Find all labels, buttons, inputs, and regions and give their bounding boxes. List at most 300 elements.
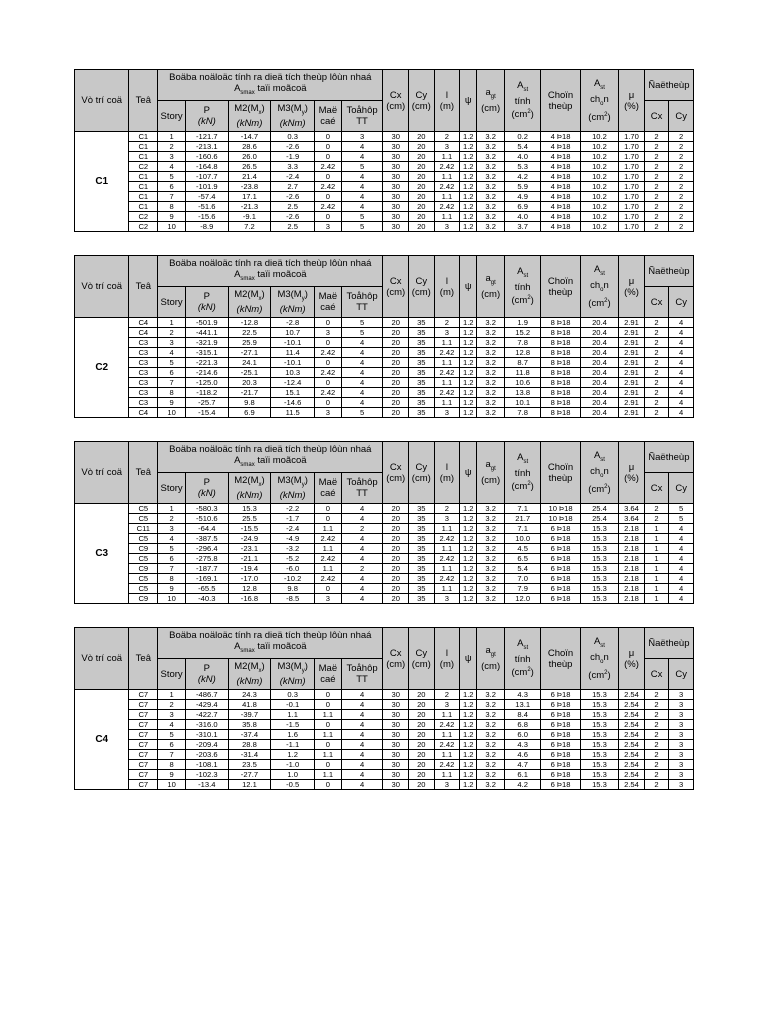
- table-cell: 7.0: [505, 574, 541, 584]
- table-cell: 15.3: [580, 720, 618, 730]
- table-cell: 1.1: [315, 544, 342, 554]
- table-cell: 2: [644, 328, 669, 338]
- header-p: P (kN): [185, 287, 228, 318]
- table-cell: 1: [644, 594, 669, 604]
- table-cell: 1.2: [460, 720, 477, 730]
- position-cell: C2: [75, 318, 129, 418]
- table-cell: 15.3: [580, 544, 618, 554]
- table-cell: -15.5: [228, 524, 271, 534]
- header-layout-cx: Cx: [644, 101, 669, 132]
- table-cell: 6 Þ18: [541, 750, 580, 760]
- table-cell: 1.1: [434, 152, 460, 162]
- header-psi: ψ: [460, 256, 477, 318]
- header-story: Story: [158, 659, 186, 690]
- table-cell: 0: [315, 760, 342, 770]
- table-cell: 2.54: [619, 720, 645, 730]
- table-cell: 1.2: [460, 328, 477, 338]
- table-cell: 2.91: [619, 388, 645, 398]
- table-cell: 0: [315, 338, 342, 348]
- table-cell: 1.2: [460, 398, 477, 408]
- table-cell: 30: [383, 202, 409, 212]
- table-cell: 4: [669, 594, 694, 604]
- table-cell: 11.5: [271, 408, 315, 418]
- table-cell: 35: [409, 544, 435, 554]
- table-cell: 4.9: [505, 192, 541, 202]
- table-cell: 20: [383, 328, 409, 338]
- table-cell: 2.42: [434, 162, 460, 172]
- table-cell: 4: [341, 358, 383, 368]
- table-cell: 41.8: [228, 700, 271, 710]
- table-cell: 1.1: [315, 730, 342, 740]
- table-cell: C3: [129, 358, 158, 368]
- header-layout-cy: Cy: [669, 473, 694, 504]
- header-cx: Cx (cm): [383, 70, 409, 132]
- table-cell: 8 Þ18: [541, 388, 580, 398]
- table-cell: 20: [383, 574, 409, 584]
- table-cell: -101.9: [185, 182, 228, 192]
- table-cell: 10.2: [580, 172, 618, 182]
- table-cell: 7: [158, 564, 186, 574]
- table-cell: 3: [158, 152, 186, 162]
- table-cell: 4: [341, 700, 383, 710]
- table-cell: 2: [644, 700, 669, 710]
- header-layout-cx: Cx: [644, 473, 669, 504]
- table-cell: 2: [644, 202, 669, 212]
- table-cell: 20.4: [580, 388, 618, 398]
- table-cell: 4: [341, 172, 383, 182]
- table-cell: 1.1: [315, 750, 342, 760]
- table-cell: C7: [129, 750, 158, 760]
- table-cell: C7: [129, 730, 158, 740]
- table-cell: 2: [644, 770, 669, 780]
- table-cell: 8: [158, 760, 186, 770]
- table-cell: -2.2: [271, 504, 315, 514]
- table-cell: 2.42: [315, 182, 342, 192]
- header-as-chosen: $A_{st}$ $ch_on$ $(cm^2)$: [580, 256, 618, 318]
- table-cell: 3.64: [619, 504, 645, 514]
- table-cell: 6.9: [228, 408, 271, 418]
- table-cell: 2: [434, 132, 460, 142]
- table-cell: 0: [315, 132, 342, 142]
- table-cell: 30: [383, 152, 409, 162]
- table-row: [75, 162, 694, 172]
- header-l: l (m): [434, 442, 460, 504]
- table-cell: 35: [409, 348, 435, 358]
- table-cell: 8: [158, 574, 186, 584]
- header-cx: Cx (cm): [383, 628, 409, 690]
- table-cell: 1.2: [460, 544, 477, 554]
- table-row: [75, 554, 694, 564]
- table-cell: 1.70: [619, 222, 645, 232]
- table-cell: 12.1: [228, 780, 271, 790]
- table-cell: 3.2: [477, 740, 505, 750]
- table-cell: 1.1: [434, 710, 460, 720]
- table-cell: 10: [158, 780, 186, 790]
- table-cell: 4 Þ18: [541, 142, 580, 152]
- table-cell: 3: [434, 222, 460, 232]
- table-cell: 10.2: [580, 202, 618, 212]
- table-cell: 20.4: [580, 378, 618, 388]
- table-cell: 1.2: [460, 348, 477, 358]
- table-cell: 20: [409, 740, 435, 750]
- table-cell: 2.18: [619, 524, 645, 534]
- table-cell: 0: [315, 172, 342, 182]
- table-cell: 4: [341, 348, 383, 358]
- table-cell: 1.1: [315, 564, 342, 574]
- table-cell: -21.1: [228, 554, 271, 564]
- table-cell: 4 Þ18: [541, 182, 580, 192]
- table-cell: 20: [409, 700, 435, 710]
- table-cell: C7: [129, 740, 158, 750]
- table-cell: 4: [669, 564, 694, 574]
- table-row: [75, 202, 694, 212]
- table-cell: 4: [341, 554, 383, 564]
- table-cell: 2.42: [315, 202, 342, 212]
- table-cell: 4: [341, 182, 383, 192]
- header-p: P (kN): [185, 101, 228, 132]
- table-cell: 30: [383, 750, 409, 760]
- table-cell: 1.2: [460, 368, 477, 378]
- table-cell: 1.2: [460, 504, 477, 514]
- header-cy: Cy (cm): [409, 70, 435, 132]
- header-layout: Ñaëtheùp: [644, 70, 693, 101]
- table-cell: 7: [158, 750, 186, 760]
- table-cell: 0: [315, 398, 342, 408]
- table-cell: 2: [644, 338, 669, 348]
- table-cell: 6 Þ18: [541, 700, 580, 710]
- table-cell: 24.3: [228, 690, 271, 700]
- table-cell: -1.1: [271, 740, 315, 750]
- table-row: [75, 182, 694, 192]
- table-cell: 2: [644, 212, 669, 222]
- table-cell: 2.91: [619, 358, 645, 368]
- table-cell: 3: [669, 730, 694, 740]
- header-cy: Cy (cm): [409, 442, 435, 504]
- table-cell: 3: [669, 690, 694, 700]
- table-cell: 2: [669, 202, 694, 212]
- table-cell: 5: [158, 544, 186, 554]
- table-cell: 4: [341, 544, 383, 554]
- table-cell: 15.3: [580, 730, 618, 740]
- table-cell: 1: [644, 534, 669, 544]
- header-cx: Cx (cm): [383, 256, 409, 318]
- table-cell: C1: [129, 152, 158, 162]
- table-cell: 30: [383, 740, 409, 750]
- table-cell: 1.1: [434, 524, 460, 534]
- table-cell: 7.8: [505, 408, 541, 418]
- table-cell: 15.3: [580, 700, 618, 710]
- table-row: [75, 700, 694, 710]
- table-cell: 30: [383, 222, 409, 232]
- table-cell: 30: [383, 760, 409, 770]
- table-cell: 4.3: [505, 740, 541, 750]
- table-cell: -2.4: [271, 172, 315, 182]
- table-cell: 1.70: [619, 172, 645, 182]
- header-choice: Choïn theùp: [541, 628, 580, 690]
- table-cell: 2.18: [619, 594, 645, 604]
- table-row: [75, 318, 694, 328]
- table-cell: 4: [341, 710, 383, 720]
- table-cell: 3: [315, 328, 342, 338]
- table-cell: 3: [669, 740, 694, 750]
- table-cell: 13.8: [505, 388, 541, 398]
- table-cell: 15.3: [580, 594, 618, 604]
- table-cell: 20: [383, 348, 409, 358]
- header-choice: Choïn theùp: [541, 70, 580, 132]
- table-cell: -316.0: [185, 720, 228, 730]
- table-cell: 4.2: [505, 780, 541, 790]
- header-layout-cx: Cx: [644, 659, 669, 690]
- table-cell: 20: [383, 388, 409, 398]
- header-a: $a_{gt}$ (cm): [477, 256, 505, 318]
- table-cell: 26.5: [228, 162, 271, 172]
- table-cell: 4: [669, 378, 694, 388]
- table-cell: 6 Þ18: [541, 690, 580, 700]
- header-cy: Cy (cm): [409, 628, 435, 690]
- table-cell: 2.42: [434, 182, 460, 192]
- table-cell: 1: [644, 574, 669, 584]
- table-cell: 4: [341, 202, 383, 212]
- table-cell: C3: [129, 348, 158, 358]
- table-cell: 2: [644, 780, 669, 790]
- table-cell: 1.2: [460, 192, 477, 202]
- table-cell: 2.91: [619, 318, 645, 328]
- table-cell: 20: [409, 132, 435, 142]
- table-cell: C5: [129, 504, 158, 514]
- table-cell: -16.8: [228, 594, 271, 604]
- header-m3: $M3(M_y)$ (kNm): [271, 287, 315, 318]
- table-cell: 15.3: [580, 524, 618, 534]
- table-body: [75, 504, 694, 604]
- table-cell: 2.18: [619, 574, 645, 584]
- table-cell: 20.4: [580, 398, 618, 408]
- table-cell: 15.1: [271, 388, 315, 398]
- table-cell: C7: [129, 710, 158, 720]
- table-cell: C3: [129, 398, 158, 408]
- table-cell: 1.70: [619, 182, 645, 192]
- table-cell: 1.2: [460, 182, 477, 192]
- table-cell: 1.1: [434, 730, 460, 740]
- table-cell: 2.54: [619, 690, 645, 700]
- table-cell: 20: [409, 750, 435, 760]
- table-cell: -13.4: [185, 780, 228, 790]
- table-cell: 2.42: [434, 574, 460, 584]
- table-cell: -15.6: [185, 212, 228, 222]
- table-cell: 2.42: [434, 554, 460, 564]
- table-cell: 3.2: [477, 750, 505, 760]
- table-cell: 1.6: [271, 730, 315, 740]
- table-cell: 2.91: [619, 328, 645, 338]
- header-floor: Maë caé: [315, 473, 342, 504]
- table-cell: 2.91: [619, 348, 645, 358]
- table-cell: 1.1: [434, 192, 460, 202]
- table-cell: 11.8: [505, 368, 541, 378]
- table-cell: 20: [409, 192, 435, 202]
- table-cell: 9: [158, 770, 186, 780]
- table-cell: 1.2: [460, 740, 477, 750]
- table-cell: -1.5: [271, 720, 315, 730]
- table-cell: 4: [341, 574, 383, 584]
- table-cell: 2: [341, 524, 383, 534]
- table-row: [75, 358, 694, 368]
- table-cell: C11: [129, 524, 158, 534]
- table-cell: 20: [383, 368, 409, 378]
- table-cell: 5: [158, 730, 186, 740]
- table-cell: 1.1: [434, 358, 460, 368]
- table-cell: 2.54: [619, 740, 645, 750]
- table-cell: 6 Þ18: [541, 740, 580, 750]
- table-cell: C5: [129, 574, 158, 584]
- table-cell: 6 Þ18: [541, 534, 580, 544]
- table-cell: 1.2: [460, 142, 477, 152]
- table-cell: 2: [644, 348, 669, 358]
- table-cell: 2: [669, 172, 694, 182]
- header-layout-cy: Cy: [669, 287, 694, 318]
- table-cell: C1: [129, 192, 158, 202]
- table-cell: 3: [669, 780, 694, 790]
- header-as-calc: $A_{st}$ tính $(cm^2)$: [505, 628, 541, 690]
- table-cell: -164.8: [185, 162, 228, 172]
- header-floor: Maë caé: [315, 287, 342, 318]
- table-cell: 3.2: [477, 172, 505, 182]
- table-cell: 21.7: [505, 514, 541, 524]
- table-cell: 5: [341, 212, 383, 222]
- table-cell: 1.2: [460, 534, 477, 544]
- table-cell: 30: [383, 690, 409, 700]
- table-row: [75, 368, 694, 378]
- header-choice: Choïn theùp: [541, 256, 580, 318]
- table-cell: 2: [644, 172, 669, 182]
- table-cell: 4 Þ18: [541, 172, 580, 182]
- table-cell: 20: [383, 398, 409, 408]
- table-cell: -10.1: [271, 358, 315, 368]
- table-cell: 1.1: [434, 338, 460, 348]
- table-row: [75, 328, 694, 338]
- header-as-chosen: $A_{st}$ $ch_on$ $(cm^2)$: [580, 442, 618, 504]
- table-cell: 35: [409, 338, 435, 348]
- table-cell: 8 Þ18: [541, 378, 580, 388]
- table-cell: 30: [383, 172, 409, 182]
- table-cell: -387.5: [185, 534, 228, 544]
- table-cell: 10.2: [580, 192, 618, 202]
- table-cell: 2: [644, 398, 669, 408]
- table-row: [75, 534, 694, 544]
- table-cell: 1: [644, 584, 669, 594]
- table-row: [75, 142, 694, 152]
- rebar-table: [74, 627, 694, 790]
- table-cell: 4.6: [505, 750, 541, 760]
- table-cell: 35: [409, 378, 435, 388]
- table-cell: 2.91: [619, 338, 645, 348]
- table-cell: 2: [644, 750, 669, 760]
- table-cell: 1.70: [619, 162, 645, 172]
- table-cell: -27.7: [228, 770, 271, 780]
- header-as-calc: $A_{st}$ tính $(cm^2)$: [505, 442, 541, 504]
- table-cell: 2: [434, 318, 460, 328]
- table-cell: 7.1: [505, 504, 541, 514]
- column-table-3: [74, 627, 694, 790]
- table-cell: 3.2: [477, 720, 505, 730]
- table-cell: -221.3: [185, 358, 228, 368]
- table-row: [75, 770, 694, 780]
- table-cell: -107.7: [185, 172, 228, 182]
- table-cell: 4: [158, 162, 186, 172]
- table-cell: 35: [409, 318, 435, 328]
- table-cell: 3.2: [477, 368, 505, 378]
- table-cell: 3.2: [477, 730, 505, 740]
- table-cell: 20: [383, 514, 409, 524]
- table-cell: 10.2: [580, 182, 618, 192]
- table-cell: 5: [669, 514, 694, 524]
- table-cell: 3.2: [477, 690, 505, 700]
- table-cell: 4: [669, 318, 694, 328]
- table-row: [75, 564, 694, 574]
- table-cell: -214.6: [185, 368, 228, 378]
- table-cell: 2.54: [619, 760, 645, 770]
- header-layout-cx: Cx: [644, 287, 669, 318]
- table-cell: 4: [341, 378, 383, 388]
- table-cell: 4: [669, 338, 694, 348]
- table-cell: -12.8: [228, 318, 271, 328]
- table-cell: 4: [669, 554, 694, 564]
- table-cell: 2.42: [434, 368, 460, 378]
- table-cell: 22.5: [228, 328, 271, 338]
- table-cell: 0.2: [505, 132, 541, 142]
- table-cell: 2.5: [271, 202, 315, 212]
- table-cell: 2.42: [315, 388, 342, 398]
- table-row: [75, 192, 694, 202]
- table-cell: 0: [315, 504, 342, 514]
- table-cell: 12.0: [505, 594, 541, 604]
- table-cell: C2: [129, 162, 158, 172]
- header-psi: ψ: [460, 628, 477, 690]
- table-cell: 35: [409, 358, 435, 368]
- table-cell: 9.8: [271, 584, 315, 594]
- table-cell: 20: [409, 780, 435, 790]
- table-cell: -14.7: [228, 132, 271, 142]
- table-cell: 15.3: [580, 574, 618, 584]
- table-cell: 25.4: [580, 514, 618, 524]
- table-cell: 4: [341, 780, 383, 790]
- table-cell: 6.5: [505, 554, 541, 564]
- table-cell: C4: [129, 408, 158, 418]
- table-cell: 7: [158, 192, 186, 202]
- table-cell: 3.2: [477, 584, 505, 594]
- table-cell: 0: [315, 152, 342, 162]
- table-row: [75, 172, 694, 182]
- header-m2: $M2(M_x)$ (kNm): [228, 287, 271, 318]
- table-cell: 2: [644, 760, 669, 770]
- table-row: [75, 378, 694, 388]
- table-cell: 8: [158, 388, 186, 398]
- table-cell: 1.2: [460, 338, 477, 348]
- table-cell: -24.9: [228, 534, 271, 544]
- table-cell: 7.9: [505, 584, 541, 594]
- table-cell: 4.7: [505, 760, 541, 770]
- table-cell: 10.2: [580, 212, 618, 222]
- table-cell: 2.7: [271, 182, 315, 192]
- table-cell: 6.0: [505, 730, 541, 740]
- table-cell: 1.2: [460, 574, 477, 584]
- table-cell: 2.18: [619, 544, 645, 554]
- table-cell: -102.3: [185, 770, 228, 780]
- table-cell: 4: [669, 574, 694, 584]
- table-cell: 20: [383, 378, 409, 388]
- table-cell: C9: [129, 564, 158, 574]
- table-cell: 1.2: [460, 564, 477, 574]
- table-cell: 3: [315, 594, 342, 604]
- table-cell: 35: [409, 388, 435, 398]
